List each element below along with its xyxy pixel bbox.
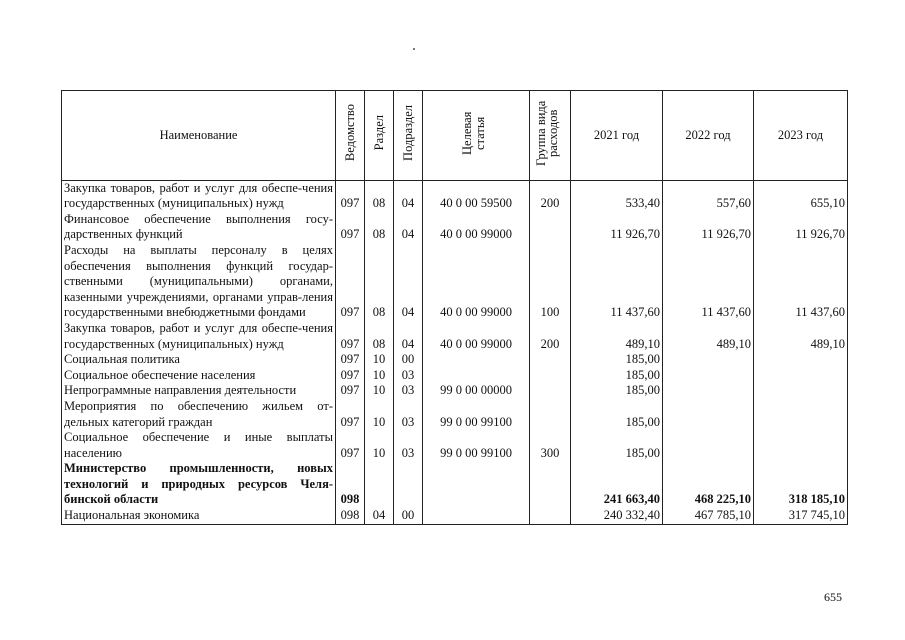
row-gruppa — [530, 368, 571, 384]
row-2021: 185,00 — [571, 352, 663, 368]
row-razdel: 10 — [365, 352, 394, 368]
row-name: Закупка товаров, работ и услуг для обеспе-чения государственных (муниципальных) нужд — [62, 180, 336, 212]
table-row — [62, 368, 848, 384]
row-razdel: 10 — [365, 399, 394, 430]
row-gruppa — [530, 352, 571, 368]
table-row — [62, 212, 848, 243]
row-celevaya — [423, 461, 530, 508]
row-gruppa — [530, 212, 571, 243]
row-name: Социальное обеспечение и иные выплаты населению — [62, 430, 336, 461]
row-gruppa: 300 — [530, 430, 571, 461]
row-2022: 11 437,60 — [663, 243, 754, 321]
row-vedomstvo: 097 — [336, 180, 365, 212]
row-2022: 489,10 — [663, 321, 754, 352]
table-row — [62, 508, 848, 524]
row-2023: 489,10 — [754, 321, 848, 352]
row-name: Непрограммные направления деятельности — [62, 383, 336, 399]
row-razdel: 08 — [365, 180, 394, 212]
row-2021: 489,10 — [571, 321, 663, 352]
row-vedomstvo: 097 — [336, 352, 365, 368]
row-2021: 240 332,40 — [571, 508, 663, 524]
row-2023 — [754, 399, 848, 430]
row-gruppa — [530, 461, 571, 508]
row-2022 — [663, 368, 754, 384]
header-name: Наименование — [62, 91, 336, 181]
row-gruppa: 200 — [530, 180, 571, 212]
header-2022: 2022 год — [663, 91, 754, 181]
row-2022: 557,60 — [663, 180, 754, 212]
header-celevaya: Целевая статья — [423, 91, 530, 181]
row-podrazdel — [394, 461, 423, 508]
row-razdel: 10 — [365, 430, 394, 461]
row-2023: 655,10 — [754, 180, 848, 212]
header-vedomstvo: Ведомство — [336, 91, 365, 181]
row-razdel: 10 — [365, 383, 394, 399]
row-razdel: 08 — [365, 212, 394, 243]
row-2023: 318 185,10 — [754, 461, 848, 508]
row-name: Национальная экономика — [62, 508, 336, 524]
row-gruppa: 100 — [530, 243, 571, 321]
row-vedomstvo: 097 — [336, 368, 365, 384]
header-razdel: Раздел — [365, 91, 394, 181]
row-podrazdel: 04 — [394, 212, 423, 243]
scan-dot — [413, 48, 415, 50]
row-2022: 467 785,10 — [663, 508, 754, 524]
row-2021: 533,40 — [571, 180, 663, 212]
row-podrazdel: 04 — [394, 180, 423, 212]
row-2022 — [663, 383, 754, 399]
row-2023: 11 926,70 — [754, 212, 848, 243]
row-vedomstvo: 097 — [336, 399, 365, 430]
row-name: Социальное обеспечение населения — [62, 368, 336, 384]
row-2022 — [663, 352, 754, 368]
row-2021: 185,00 — [571, 399, 663, 430]
table-row — [62, 243, 848, 321]
row-2022: 11 926,70 — [663, 212, 754, 243]
row-name: Социальная политика — [62, 352, 336, 368]
row-celevaya: 40 0 00 99000 — [423, 321, 530, 352]
row-2021: 185,00 — [571, 430, 663, 461]
row-podrazdel: 03 — [394, 430, 423, 461]
row-celevaya: 40 0 00 59500 — [423, 180, 530, 212]
row-podrazdel: 00 — [394, 508, 423, 524]
row-vedomstvo: 097 — [336, 383, 365, 399]
row-celevaya: 99 0 00 99100 — [423, 399, 530, 430]
row-2022: 468 225,10 — [663, 461, 754, 508]
row-name: Расходы на выплаты персоналу в целях обеспечения выполнения функций государ-ственными (муниципальными) органами, казенными учреждениями, органами управ-ления государственными внебюджетными фондами — [62, 243, 336, 321]
row-vedomstvo: 097 — [336, 212, 365, 243]
table-row — [62, 399, 848, 430]
table-header-row — [62, 91, 848, 181]
row-gruppa — [530, 383, 571, 399]
row-vedomstvo: 098 — [336, 508, 365, 524]
header-gruppa: Группа вида расходов — [530, 91, 571, 181]
row-podrazdel: 04 — [394, 321, 423, 352]
row-celevaya — [423, 508, 530, 524]
table-row — [62, 352, 848, 368]
row-celevaya: 99 0 00 99100 — [423, 430, 530, 461]
row-2022 — [663, 430, 754, 461]
row-2021: 185,00 — [571, 368, 663, 384]
header-podrazdel: Подраздел — [394, 91, 423, 181]
table-row — [62, 180, 848, 212]
header-2023: 2023 год — [754, 91, 848, 181]
row-2021: 11 437,60 — [571, 243, 663, 321]
row-name: Финансовое обеспечение выполнения госу-дарственных функций — [62, 212, 336, 243]
row-2023: 11 437,60 — [754, 243, 848, 321]
row-vedomstvo: 097 — [336, 243, 365, 321]
row-razdel: 08 — [365, 321, 394, 352]
row-gruppa — [530, 399, 571, 430]
row-gruppa — [530, 508, 571, 524]
row-vedomstvo: 097 — [336, 321, 365, 352]
row-podrazdel: 03 — [394, 383, 423, 399]
row-vedomstvo: 097 — [336, 430, 365, 461]
row-name: Мероприятия по обеспечению жильем от-дельных категорий граждан — [62, 399, 336, 430]
table-row — [62, 383, 848, 399]
budget-table — [61, 90, 848, 525]
row-name: Закупка товаров, работ и услуг для обеспе-чения государственных (муниципальных) нужд — [62, 321, 336, 352]
page-number: 655 — [824, 590, 842, 604]
row-2021: 185,00 — [571, 383, 663, 399]
row-celevaya — [423, 368, 530, 384]
row-2022 — [663, 399, 754, 430]
table-row — [62, 461, 848, 508]
header-2021: 2021 год — [571, 91, 663, 181]
row-2021: 241 663,40 — [571, 461, 663, 508]
row-celevaya: 40 0 00 99000 — [423, 212, 530, 243]
row-podrazdel: 00 — [394, 352, 423, 368]
row-2023 — [754, 368, 848, 384]
table-row — [62, 430, 848, 461]
row-celevaya: 99 0 00 00000 — [423, 383, 530, 399]
row-razdel: 04 — [365, 508, 394, 524]
row-podrazdel: 03 — [394, 368, 423, 384]
row-celevaya: 40 0 00 99000 — [423, 243, 530, 321]
row-celevaya — [423, 352, 530, 368]
row-2023 — [754, 352, 848, 368]
row-podrazdel: 03 — [394, 399, 423, 430]
row-podrazdel: 04 — [394, 243, 423, 321]
row-vedomstvo: 098 — [336, 461, 365, 508]
row-razdel: 10 — [365, 368, 394, 384]
row-2023 — [754, 430, 848, 461]
row-2021: 11 926,70 — [571, 212, 663, 243]
row-name: Министерство промышленности, новых технологий и природных ресурсов Челя-бинской области — [62, 461, 336, 508]
row-gruppa: 200 — [530, 321, 571, 352]
row-razdel: 08 — [365, 243, 394, 321]
table-row — [62, 321, 848, 352]
row-2023: 317 745,10 — [754, 508, 848, 524]
row-2023 — [754, 383, 848, 399]
row-razdel — [365, 461, 394, 508]
